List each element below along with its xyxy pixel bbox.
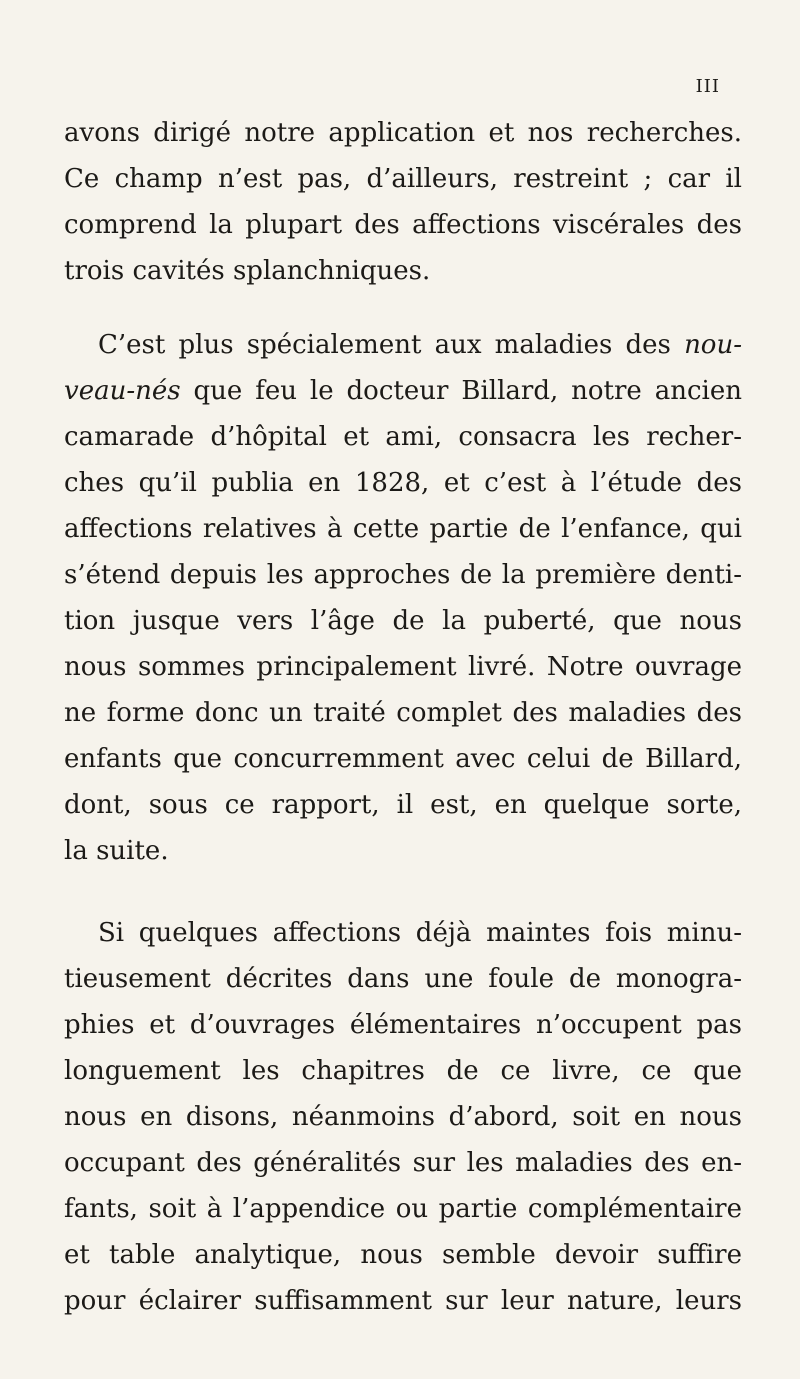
text-line: avons dirigé notre application et nos recherches.	[64, 118, 742, 148]
page-number: III	[695, 76, 720, 97]
text-line: camarade d’hôpital et ami, consacra les recher-	[64, 422, 742, 452]
text-line: et table analytique, nous semble devoir suffire	[64, 1240, 742, 1270]
text-line: pour éclairer suffisamment sur leur nature, leurs	[64, 1286, 742, 1316]
text-line: tion jusque vers l’âge de la puberté, que nous	[64, 606, 742, 636]
text-line: Si quelques affections déjà maintes fois minu-	[98, 918, 742, 948]
text-line: fants, soit à l’appendice ou partie complémentaire	[64, 1194, 742, 1224]
text-line: ne forme donc un traité complet des maladies des	[64, 698, 742, 728]
text-line: comprend la plupart des affections viscérales des	[64, 210, 742, 240]
text-line: la suite.	[64, 836, 169, 866]
text-line: tieusement décrites dans une foule de monogra-	[64, 964, 742, 994]
text-line	[64, 368, 742, 414]
italic-term: veau-nés	[64, 376, 181, 406]
text-line: longuement les chapitres de ce livre, ce que	[64, 1056, 742, 1086]
text-line: phies et d’ouvrages élémentaires n’occupent pas	[64, 1010, 742, 1040]
text-line	[98, 322, 742, 368]
text-line: nous sommes principalement livré. Notre ouvrage	[64, 652, 742, 682]
text-segment: C’est plus spécialement aux maladies des	[98, 330, 685, 360]
text-line: enfants que concurremment avec celui de Billard,	[64, 744, 742, 774]
text-line: dont, sous ce rapport, il est, en quelque sorte,	[64, 790, 742, 820]
text-line: nous en disons, néanmoins d’abord, soit en nous	[64, 1102, 742, 1132]
text-line: ches qu’il publia en 1828, et c’est à l’étude des	[64, 468, 742, 498]
text-segment: que feu le docteur Billard, notre ancien	[180, 376, 742, 406]
text-line: trois cavités splanchniques.	[64, 256, 431, 286]
text-line: s’étend depuis les approches de la première denti-	[64, 560, 742, 590]
text-line: Ce champ n’est pas, d’ailleurs, restreint ; car il	[64, 164, 742, 194]
text-line: occupant des généralités sur les maladies des en-	[64, 1148, 742, 1178]
text-line: affections relatives à cette partie de l’enfance, qui	[64, 514, 742, 544]
italic-term: nou-	[684, 330, 742, 360]
